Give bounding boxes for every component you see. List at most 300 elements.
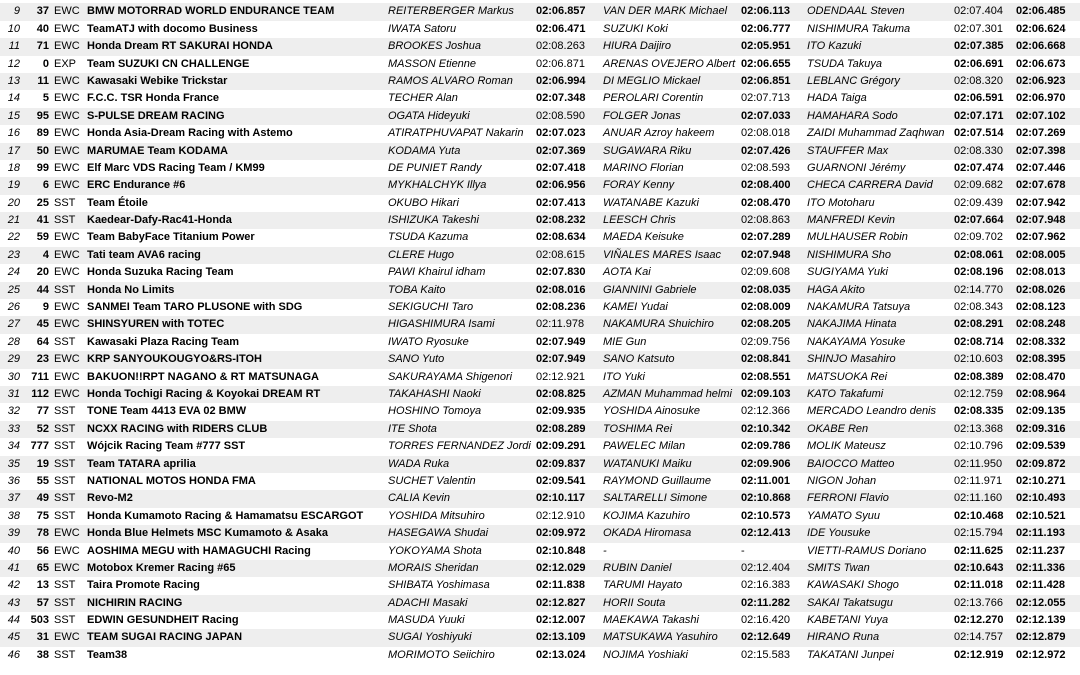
class-cell: EWC — [54, 231, 80, 244]
team-name-cell: ERC Endurance #6 — [87, 179, 186, 192]
table-row — [0, 160, 1080, 177]
rider-2-time-cell: 02:06.655 — [741, 57, 791, 70]
average-time-cell: 02:08.332 — [1016, 335, 1066, 348]
table-row — [0, 525, 1080, 542]
position-cell: 23 — [7, 248, 20, 261]
table-row — [0, 577, 1080, 594]
rider-3-cell: ZAIDI Muhammad Zaqhwan — [807, 127, 945, 140]
rider-1-cell: OGATA Hideyuki — [388, 109, 470, 122]
bike-number-cell: 4 — [42, 248, 49, 261]
team-name-cell: Honda Blue Helmets MSC Kumamoto & Asaka — [87, 527, 329, 540]
class-cell: EWC — [54, 92, 80, 105]
bike-number-cell: 711 — [31, 370, 49, 383]
bike-number-cell: 41 — [36, 214, 49, 227]
rider-1-cell: ATIRATPHUVAPAT Nakarin — [388, 127, 524, 140]
rider-1-cell: RAMOS ALVARO Roman — [388, 74, 513, 87]
rider-2-time-cell: 02:08.593 — [741, 161, 790, 174]
rider-2-time-cell: 02:08.205 — [741, 318, 791, 331]
position-cell: 24 — [7, 266, 20, 279]
rider-3-cell — [807, 0, 860, 1]
rider-1-cell: BROOKES Joshua — [388, 40, 481, 53]
rider-3-cell: SMITS Twan — [807, 561, 870, 574]
rider-3-time-cell: 02:11.160 — [954, 492, 1003, 505]
rider-2-cell: FOLGER Jonas — [603, 109, 681, 122]
team-name-cell: Honda Kumamoto Racing & Hamamatsu ESCARGOT — [87, 509, 364, 522]
rider-3-cell: KAWASAKI Shogo — [807, 579, 899, 592]
rider-2-cell: SANO Katsuto — [603, 353, 675, 366]
position-cell: 43 — [7, 596, 20, 609]
average-time-cell: 02:09.316 — [1016, 422, 1066, 435]
average-time-cell: 02:08.248 — [1016, 318, 1066, 331]
rider-1-time-cell: 02:11.978 — [536, 318, 585, 331]
team-name-cell: SHINSYUREN with TOTEC — [87, 318, 225, 331]
rider-1-cell: SAKURAYAMA Shigenori — [388, 370, 513, 383]
rider-1-time-cell: 02:12.007 — [536, 614, 586, 627]
class-cell: SST — [54, 596, 76, 609]
rider-1-time-cell: 02:07.369 — [536, 144, 586, 157]
bike-number-cell: 89 — [36, 127, 49, 140]
team-name-cell: Elf Marc VDS Racing Team / KM99 — [87, 161, 265, 174]
rider-2-cell: VIÑALES MARES Isaac — [603, 248, 721, 261]
rider-3-time-cell: 02:11.950 — [954, 457, 1003, 470]
bike-number-cell: 50 — [36, 144, 49, 157]
rider-3-cell: NAKAMURA Tatsuya — [807, 301, 911, 314]
bike-number-cell: 38 — [36, 648, 49, 661]
rider-1-time-cell: 02:09.935 — [536, 405, 586, 418]
table-row — [0, 143, 1080, 160]
rider-2-time-cell: 02:08.863 — [741, 214, 790, 227]
rider-1-time-cell: 02:12.827 — [536, 596, 586, 609]
rider-3-cell: HADA Taiga — [807, 92, 867, 105]
rider-2-time-cell: 02:10.342 — [741, 422, 791, 435]
rider-1-cell: SUGAI Yoshiyuki — [388, 631, 472, 644]
average-time-cell: 02:09.135 — [1016, 405, 1066, 418]
rider-3-cell: YAMATO Syuu — [807, 509, 880, 522]
rider-1-time-cell: 02:08.016 — [536, 283, 586, 296]
bike-number-cell: 503 — [30, 614, 49, 627]
position-cell: 16 — [7, 127, 20, 140]
team-name-cell: NATIONAL MOTOS HONDA FMA — [87, 474, 256, 487]
table-row — [0, 212, 1080, 229]
position-cell: 41 — [7, 561, 20, 574]
average-time-cell: 02:11.193 — [1016, 527, 1065, 540]
class-cell: SST — [54, 196, 76, 209]
rider-1-cell: ADACHI Masaki — [388, 596, 468, 609]
table-row — [0, 334, 1080, 351]
class-cell: EWC — [54, 631, 80, 644]
bike-number-cell: 112 — [31, 387, 49, 400]
average-time-cell: 02:12.139 — [1016, 614, 1066, 627]
position-cell: 34 — [7, 440, 20, 453]
class-cell: EWC — [54, 301, 80, 314]
rider-3-cell: MERCADO Leandro denis — [807, 405, 937, 418]
class-cell: EWC — [54, 109, 80, 122]
rider-1-time-cell: 02:07.949 — [536, 353, 586, 366]
rider-1-cell: KODAMA Yuta — [388, 144, 461, 157]
table-row — [0, 490, 1080, 507]
rider-3-time-cell: 02:08.335 — [954, 405, 1004, 418]
average-time-cell: 02:08.964 — [1016, 387, 1066, 400]
rider-3-cell: SAKAI Takatsugu — [807, 596, 893, 609]
rider-2-cell: PAWELEC Milan — [603, 440, 686, 453]
table-row — [0, 177, 1080, 194]
table-row — [0, 21, 1080, 38]
average-time-cell: 02:07.948 — [1016, 214, 1066, 227]
rider-2-cell: WATANUKI Maiku — [603, 457, 692, 470]
rider-3-time-cell: 02:07.171 — [954, 109, 1004, 122]
rider-2-cell: RAYMOND Guillaume — [603, 474, 711, 487]
position-cell: 35 — [7, 457, 20, 470]
class-cell: SST — [54, 214, 76, 227]
average-time-cell: 02:07.102 — [1016, 109, 1066, 122]
rider-2-time-cell: 02:07.289 — [741, 231, 791, 244]
table-row — [0, 264, 1080, 281]
rider-2-time-cell: 02:09.103 — [741, 387, 791, 400]
position-cell: 26 — [7, 301, 20, 314]
rider-3-time-cell: 02:11.971 — [954, 474, 1003, 487]
position-cell: 12 — [7, 57, 20, 70]
average-time-cell: 02:11.336 — [1016, 561, 1065, 574]
team-name-cell: Kawasaki Plaza Racing Team — [87, 335, 240, 348]
rider-2-time-cell: 02:16.420 — [741, 614, 790, 627]
average-time-cell: 02:10.521 — [1016, 509, 1066, 522]
rider-3-cell: TSUDA Takuya — [807, 57, 882, 70]
rider-3-cell: GUARNONI Jérémy — [807, 161, 906, 174]
bike-number-cell: 95 — [36, 109, 49, 122]
rider-3-time-cell: 02:08.330 — [954, 144, 1003, 157]
team-name-cell: EDWIN GESUNDHEIT Racing — [87, 614, 239, 627]
bike-number-cell: 9 — [42, 301, 49, 314]
average-time-cell: 02:06.485 — [1016, 5, 1066, 18]
bike-number-cell: 40 — [36, 22, 49, 35]
bike-number-cell: 77 — [36, 405, 49, 418]
rider-2-time-cell: 02:08.018 — [741, 127, 790, 140]
rider-3-time-cell: 02:08.714 — [954, 335, 1004, 348]
rider-2-cell: MARINO Florian — [603, 161, 684, 174]
team-name-cell: Kaedear-Dafy-Rac41-Honda — [87, 214, 232, 227]
rider-2-time-cell: 02:09.906 — [741, 457, 791, 470]
bike-number-cell: 55 — [36, 474, 49, 487]
rider-3-time-cell: 02:12.919 — [954, 648, 1004, 661]
team-name-cell: TeamATJ with docomo Business — [87, 22, 258, 35]
rider-1-time-cell: 02:07.348 — [536, 92, 586, 105]
rider-1-time-cell: 02:06.871 — [536, 57, 585, 70]
team-name-cell: S-PULSE DREAM RACING — [87, 109, 225, 122]
rider-1-time-cell: 02:09.837 — [536, 457, 586, 470]
rider-2-cell: OKADA Hiromasa — [603, 527, 692, 540]
bike-number-cell: 19 — [36, 457, 49, 470]
table-row — [0, 90, 1080, 107]
average-time-cell: 02:09.539 — [1016, 440, 1066, 453]
rider-3-cell: SHINJO Masahiro — [807, 353, 896, 366]
class-cell: SST — [54, 614, 76, 627]
rider-3-cell: OKABE Ren — [807, 422, 869, 435]
rider-2-cell: HORII Souta — [603, 596, 666, 609]
rider-2-cell: WATANABE Kazuki — [603, 196, 699, 209]
rider-2-time-cell: 02:09.756 — [741, 335, 790, 348]
position-cell: 17 — [7, 144, 20, 157]
rider-2-cell: MAEKAWA Takashi — [603, 614, 699, 627]
class-cell: SST — [54, 440, 76, 453]
rider-3-cell: ODENDAAL Steven — [807, 5, 905, 18]
rider-3-cell: MATSUOKA Rei — [807, 370, 888, 383]
average-time-cell: 02:12.972 — [1016, 648, 1066, 661]
position-cell: 45 — [7, 631, 20, 644]
team-name-cell: Tati team AVA6 racing — [87, 248, 201, 261]
rider-3-time-cell — [954, 0, 1004, 1]
class-cell: SST — [54, 405, 76, 418]
class-cell: EWC — [54, 561, 80, 574]
rider-1-time-cell: 02:13.024 — [536, 648, 586, 661]
rider-1-time-cell: 02:07.413 — [536, 196, 586, 209]
position-cell: 44 — [7, 614, 20, 627]
rider-3-cell: VIETTI-RAMUS Doriano — [807, 544, 927, 557]
class-cell: EWC — [54, 179, 80, 192]
rider-3-cell: NISHIMURA Takuma — [807, 22, 911, 35]
rider-2-cell: YOSHIDA Ainosuke — [603, 405, 701, 418]
rider-3-time-cell: 02:07.514 — [954, 127, 1004, 140]
rider-2-time-cell: 02:09.608 — [741, 266, 790, 279]
rider-1-cell: CALIA Kevin — [388, 492, 450, 505]
team-name-cell: Motobox Kremer Racing #65 — [87, 561, 236, 574]
rider-3-time-cell: 02:07.664 — [954, 214, 1004, 227]
team-name-cell: Taira Promote Racing — [87, 579, 200, 592]
rider-3-time-cell: 02:08.389 — [954, 370, 1004, 383]
average-time-cell: 02:07.962 — [1016, 231, 1066, 244]
rider-2-time-cell — [741, 0, 791, 1]
bike-number-cell: 59 — [36, 231, 49, 244]
position-cell: 9 — [13, 5, 20, 18]
bike-number-cell: 45 — [36, 318, 49, 331]
rider-1-time-cell: 02:06.994 — [536, 74, 586, 87]
rider-3-cell: KATO Takafumi — [807, 387, 884, 400]
rider-2-cell: ANUAR Azroy hakeem — [603, 127, 715, 140]
position-cell: 21 — [7, 214, 20, 227]
table-row — [0, 351, 1080, 368]
bike-number-cell: 11 — [37, 74, 49, 87]
average-time-cell: 02:06.668 — [1016, 40, 1066, 53]
rider-1-cell: DE PUNIET Randy — [388, 161, 482, 174]
table-row — [0, 629, 1080, 646]
average-time-cell: 02:06.624 — [1016, 22, 1066, 35]
rider-2-cell: PEROLARI Corentin — [603, 92, 704, 105]
rider-2-cell: KOJIMA Kazuhiro — [603, 509, 691, 522]
rider-2-time-cell: 02:06.777 — [741, 22, 791, 35]
class-cell: EWC — [54, 5, 80, 18]
position-cell: 46 — [7, 648, 20, 661]
rider-3-cell: NAKAJIMA Hinata — [807, 318, 897, 331]
average-time-cell: 02:12.879 — [1016, 631, 1066, 644]
rider-3-cell: HAGA Akito — [807, 283, 865, 296]
team-name-cell: BMW MOTORRAD WORLD ENDURANCE TEAM — [87, 5, 335, 18]
rider-2-cell: HIURA Daijiro — [603, 40, 672, 53]
team-name-cell: Team BabyFace Titanium Power — [87, 231, 255, 244]
rider-3-time-cell: 02:11.018 — [954, 579, 1003, 592]
table-row — [0, 108, 1080, 125]
rider-2-time-cell: 02:15.583 — [741, 648, 790, 661]
rider-2-cell — [603, 0, 653, 1]
bike-number-cell: 6 — [42, 179, 49, 192]
team-name-cell: Team SUZUKI CN CHALLENGE — [87, 57, 250, 70]
position-cell: 31 — [7, 387, 20, 400]
rider-2-cell: NAKAMURA Shuichiro — [603, 318, 714, 331]
position-cell: 40 — [7, 544, 20, 557]
rider-1-cell — [388, 0, 463, 1]
rider-3-cell: NISHIMURA Sho — [807, 248, 891, 261]
team-name-cell — [87, 0, 244, 1]
table-row — [0, 299, 1080, 316]
rider-2-cell: SUGAWARA Riku — [603, 144, 692, 157]
average-time-cell: 02:07.269 — [1016, 127, 1066, 140]
bike-number-cell: 44 — [36, 283, 49, 296]
rider-1-time-cell: 02:09.541 — [536, 474, 586, 487]
bike-number-cell: 31 — [36, 631, 49, 644]
bike-number-cell: 56 — [36, 544, 49, 557]
rider-1-time-cell: 02:10.848 — [536, 544, 586, 557]
table-row — [0, 595, 1080, 612]
rider-1-cell: MASSON Etienne — [388, 57, 477, 70]
position-cell: 14 — [7, 92, 20, 105]
rider-1-time-cell: 02:13.109 — [536, 631, 586, 644]
class-cell: SST — [54, 422, 76, 435]
rider-3-time-cell: 02:07.474 — [954, 161, 1004, 174]
rider-3-time-cell: 02:13.766 — [954, 596, 1003, 609]
rider-2-time-cell: - — [741, 544, 745, 557]
team-name-cell: NCXX RACING with RIDERS CLUB — [87, 422, 268, 435]
rider-1-cell: TORRES FERNANDEZ Jordi — [388, 440, 531, 453]
class-cell: SST — [54, 648, 76, 661]
rider-1-time-cell: 02:09.291 — [536, 440, 586, 453]
rider-1-time-cell: 02:08.263 — [536, 40, 585, 53]
class-cell: SST — [54, 283, 76, 296]
rider-3-time-cell: 02:08.196 — [954, 266, 1004, 279]
class-cell — [54, 0, 84, 1]
average-time-cell: 02:08.013 — [1016, 266, 1066, 279]
class-cell: EWC — [54, 266, 80, 279]
position-cell: 15 — [7, 109, 20, 122]
team-name-cell: Kawasaki Webike Trickstar — [87, 74, 228, 87]
rider-2-cell: SUZUKI Koki — [603, 22, 668, 35]
average-time-cell: 02:11.237 — [1016, 544, 1065, 557]
position-cell: 10 — [7, 22, 20, 35]
rider-2-time-cell: 02:07.033 — [741, 109, 791, 122]
rider-2-cell: MIE Gun — [603, 335, 647, 348]
table-row — [0, 612, 1080, 629]
rider-3-time-cell: 02:10.796 — [954, 440, 1003, 453]
class-cell: EWC — [54, 387, 80, 400]
rider-1-cell: YOKOYAMA Shota — [388, 544, 482, 557]
class-cell: SST — [54, 579, 76, 592]
table-row — [0, 125, 1080, 142]
position-cell: 13 — [7, 74, 20, 87]
team-name-cell: Team38 — [87, 648, 128, 661]
rider-2-cell: NOJIMA Yoshiaki — [603, 648, 688, 661]
team-name-cell: Honda Asia-Dream Racing with Astemo — [87, 127, 293, 140]
position-cell — [0, 0, 20, 1]
rider-3-time-cell: 02:09.682 — [954, 179, 1003, 192]
rider-2-cell: AZMAN Muhammad helmi — [603, 387, 732, 400]
table-row — [0, 369, 1080, 386]
table-row — [0, 316, 1080, 333]
class-cell: SST — [54, 474, 76, 487]
average-time-cell: 02:10.493 — [1016, 492, 1066, 505]
rider-2-time-cell: 02:08.470 — [741, 196, 791, 209]
bike-number-cell: 99 — [36, 161, 49, 174]
rider-2-time-cell: 02:08.035 — [741, 283, 791, 296]
rider-3-cell: MANFREDI Kevin — [807, 214, 896, 227]
rider-2-time-cell: 02:16.383 — [741, 579, 790, 592]
bike-number-cell: 57 — [36, 596, 49, 609]
rider-1-cell: TAKAHASHI Naoki — [388, 387, 481, 400]
rider-3-time-cell: 02:08.320 — [954, 74, 1003, 87]
rider-2-time-cell: 02:07.948 — [741, 248, 791, 261]
rider-2-cell: LEESCH Chris — [603, 214, 676, 227]
rider-2-time-cell: 02:09.786 — [741, 440, 791, 453]
table-row — [0, 56, 1080, 73]
average-time-cell: 02:08.395 — [1016, 353, 1066, 366]
rider-3-cell: HAMAHARA Sodo — [807, 109, 898, 122]
rider-1-time-cell: 02:08.232 — [536, 214, 586, 227]
position-cell: 42 — [7, 579, 20, 592]
rider-3-time-cell: 02:10.643 — [954, 561, 1004, 574]
team-name-cell: Honda Dream RT SAKURAI HONDA — [87, 40, 273, 53]
team-name-cell: Honda Suzuka Racing Team — [87, 266, 234, 279]
rider-1-cell: SANO Yuto — [388, 353, 445, 366]
position-cell: 27 — [7, 318, 20, 331]
rider-1-time-cell: 02:06.471 — [536, 22, 586, 35]
rider-1-time-cell: 02:10.117 — [536, 492, 585, 505]
table-row — [0, 386, 1080, 403]
position-cell: 39 — [7, 527, 20, 540]
average-time-cell: 02:12.055 — [1016, 596, 1066, 609]
rider-2-time-cell: 02:06.851 — [741, 74, 791, 87]
table-row — [0, 438, 1080, 455]
table-row — [0, 73, 1080, 90]
table-row — [0, 247, 1080, 264]
rider-2-time-cell: 02:11.001 — [741, 474, 790, 487]
table-row — [0, 508, 1080, 525]
rider-3-time-cell: 02:08.291 — [954, 318, 1004, 331]
position-cell: 30 — [7, 370, 20, 383]
rider-2-cell: KAMEI Yudai — [603, 301, 668, 314]
table-row — [0, 195, 1080, 212]
rider-2-cell: TOSHIMA Rei — [603, 422, 673, 435]
bike-number-cell: 71 — [36, 40, 49, 53]
rider-1-cell: MORAIS Sheridan — [388, 561, 479, 574]
rider-3-cell: KABETANI Yuya — [807, 614, 889, 627]
average-time-cell: 02:06.673 — [1016, 57, 1066, 70]
rider-1-time-cell: 02:08.825 — [536, 387, 586, 400]
average-time-cell: 02:07.398 — [1016, 144, 1066, 157]
rider-1-cell: YOSHIDA Mitsuhiro — [388, 509, 485, 522]
rider-3-cell: ITO Motoharu — [807, 196, 875, 209]
table-row — [0, 282, 1080, 299]
table-row — [0, 229, 1080, 246]
rider-2-time-cell: 02:08.551 — [741, 370, 791, 383]
team-name-cell: TONE Team 4413 EVA 02 BMW — [87, 405, 247, 418]
rider-1-cell: CLERE Hugo — [388, 248, 455, 261]
class-cell: EWC — [54, 544, 80, 557]
rider-2-cell: DI MEGLIO Mickael — [603, 74, 701, 87]
bike-number-cell: 37 — [36, 5, 49, 18]
team-name-cell: BAKUON!!RPT NAGANO & RT MATSUNAGA — [87, 370, 319, 383]
average-time-cell: 02:11.428 — [1016, 579, 1065, 592]
rider-3-time-cell: 02:06.591 — [954, 92, 1004, 105]
rider-2-cell: AOTA Kai — [603, 266, 651, 279]
bike-number-cell: 75 — [36, 509, 49, 522]
rider-1-cell: HOSHINO Tomoya — [388, 405, 482, 418]
rider-1-cell: HIGASHIMURA Isami — [388, 318, 495, 331]
